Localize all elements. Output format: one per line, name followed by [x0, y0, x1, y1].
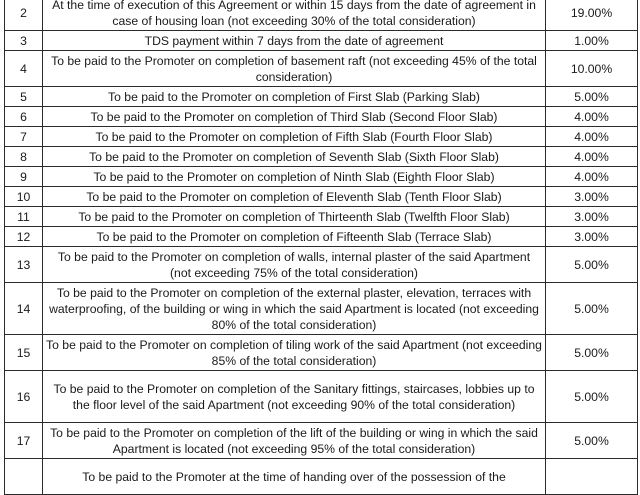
row-percentage: 5.00% [546, 247, 638, 283]
row-number: 4 [5, 51, 43, 87]
row-description: To be paid to the Promoter on completion of walls, internal plaster of the said Apartment (not exceeding 75% of the total consideration) [43, 247, 546, 283]
row-description: To be paid to the Promoter on completion of Ninth Slab (Eighth Floor Slab) [43, 167, 546, 187]
row-percentage: 5.00% [546, 335, 638, 371]
table-row [5, 335, 638, 371]
row-percentage [546, 459, 638, 495]
table-row [5, 207, 638, 227]
row-number: 12 [5, 227, 43, 247]
row-number: 3 [5, 31, 43, 51]
row-percentage: 3.00% [546, 207, 638, 227]
row-description: To be paid to the Promoter on completion of Fifteenth Slab (Terrace Slab) [43, 227, 546, 247]
table-row [5, 147, 638, 167]
row-description: To be paid to the Promoter on completion of Eleventh Slab (Tenth Floor Slab) [43, 187, 546, 207]
row-number: 9 [5, 167, 43, 187]
row-number: 8 [5, 147, 43, 167]
payment-schedule-table [4, 0, 638, 495]
row-number: 2 [5, 0, 43, 31]
row-description: To be paid to the Promoter on completion of basement raft (not exceeding 45% of the total consideration) [43, 51, 546, 87]
row-percentage: 4.00% [546, 107, 638, 127]
table-row [5, 459, 638, 495]
row-description: To be paid to the Promoter on completion of Fifth Slab (Fourth Floor Slab) [43, 127, 546, 147]
table-row [5, 167, 638, 187]
row-percentage: 19.00% [546, 0, 638, 31]
row-number: 5 [5, 87, 43, 107]
row-percentage: 4.00% [546, 147, 638, 167]
table-row [5, 107, 638, 127]
row-number: 15 [5, 335, 43, 371]
row-number: 10 [5, 187, 43, 207]
row-number: 16 [5, 371, 43, 423]
table-row [5, 227, 638, 247]
row-percentage: 5.00% [546, 283, 638, 335]
row-number: 6 [5, 107, 43, 127]
table-row [5, 423, 638, 459]
row-description: To be paid to the Promoter on completion of Thirteenth Slab (Twelfth Floor Slab) [43, 207, 546, 227]
row-number: 14 [5, 283, 43, 335]
payment-schedule-sheet [4, 0, 637, 495]
row-percentage: 5.00% [546, 87, 638, 107]
table-row [5, 371, 638, 423]
row-description: TDS payment within 7 days from the date of agreement [43, 31, 546, 51]
row-number: 7 [5, 127, 43, 147]
row-percentage: 10.00% [546, 51, 638, 87]
row-description: To be paid to the Promoter on completion of the lift of the building or wing in which the said Apartment is located (not exceeding 95% of the total consideration) [43, 423, 546, 459]
row-description: To be paid to the Promoter on completion of Third Slab (Second Floor Slab) [43, 107, 546, 127]
table-row [5, 127, 638, 147]
table-row [5, 0, 638, 31]
row-description: To be paid to the Promoter on completion of the Sanitary fittings, staircases, lobbies up to the floor level of the said Apartment (not exceeding 90% of the total consideration) [43, 371, 546, 423]
row-number: 17 [5, 423, 43, 459]
row-description: To be paid to the Promoter on completion of First Slab (Parking Slab) [43, 87, 546, 107]
table-row [5, 187, 638, 207]
row-description: To be paid to the Promoter on completion of tiling work of the said Apartment (not exceeding 85% of the total consideration) [43, 335, 546, 371]
row-description: At the time of execution of this Agreement or within 15 days from the date of agreement in case of housing loan (not exceeding 30% of the total consideration) [43, 0, 546, 31]
row-percentage: 1.00% [546, 31, 638, 51]
table-body [5, 0, 638, 495]
table-row [5, 51, 638, 87]
row-description: To be paid to the Promoter on completion of the external plaster, elevation, terraces with waterproofing, of the building or wing in which the said Apartment is located (not exceeding 80% of the total consideration) [43, 283, 546, 335]
table-row [5, 87, 638, 107]
row-percentage: 4.00% [546, 167, 638, 187]
table-row [5, 31, 638, 51]
table-row [5, 247, 638, 283]
row-percentage: 5.00% [546, 371, 638, 423]
table-row [5, 283, 638, 335]
row-percentage: 3.00% [546, 187, 638, 207]
row-number [5, 459, 43, 495]
row-percentage: 5.00% [546, 423, 638, 459]
row-percentage: 4.00% [546, 127, 638, 147]
row-percentage: 3.00% [546, 227, 638, 247]
row-number: 11 [5, 207, 43, 227]
row-number: 13 [5, 247, 43, 283]
row-description: To be paid to the Promoter on completion of Seventh Slab (Sixth Floor Slab) [43, 147, 546, 167]
row-description: To be paid to the Promoter at the time of handing over of the possession of the [43, 459, 546, 495]
